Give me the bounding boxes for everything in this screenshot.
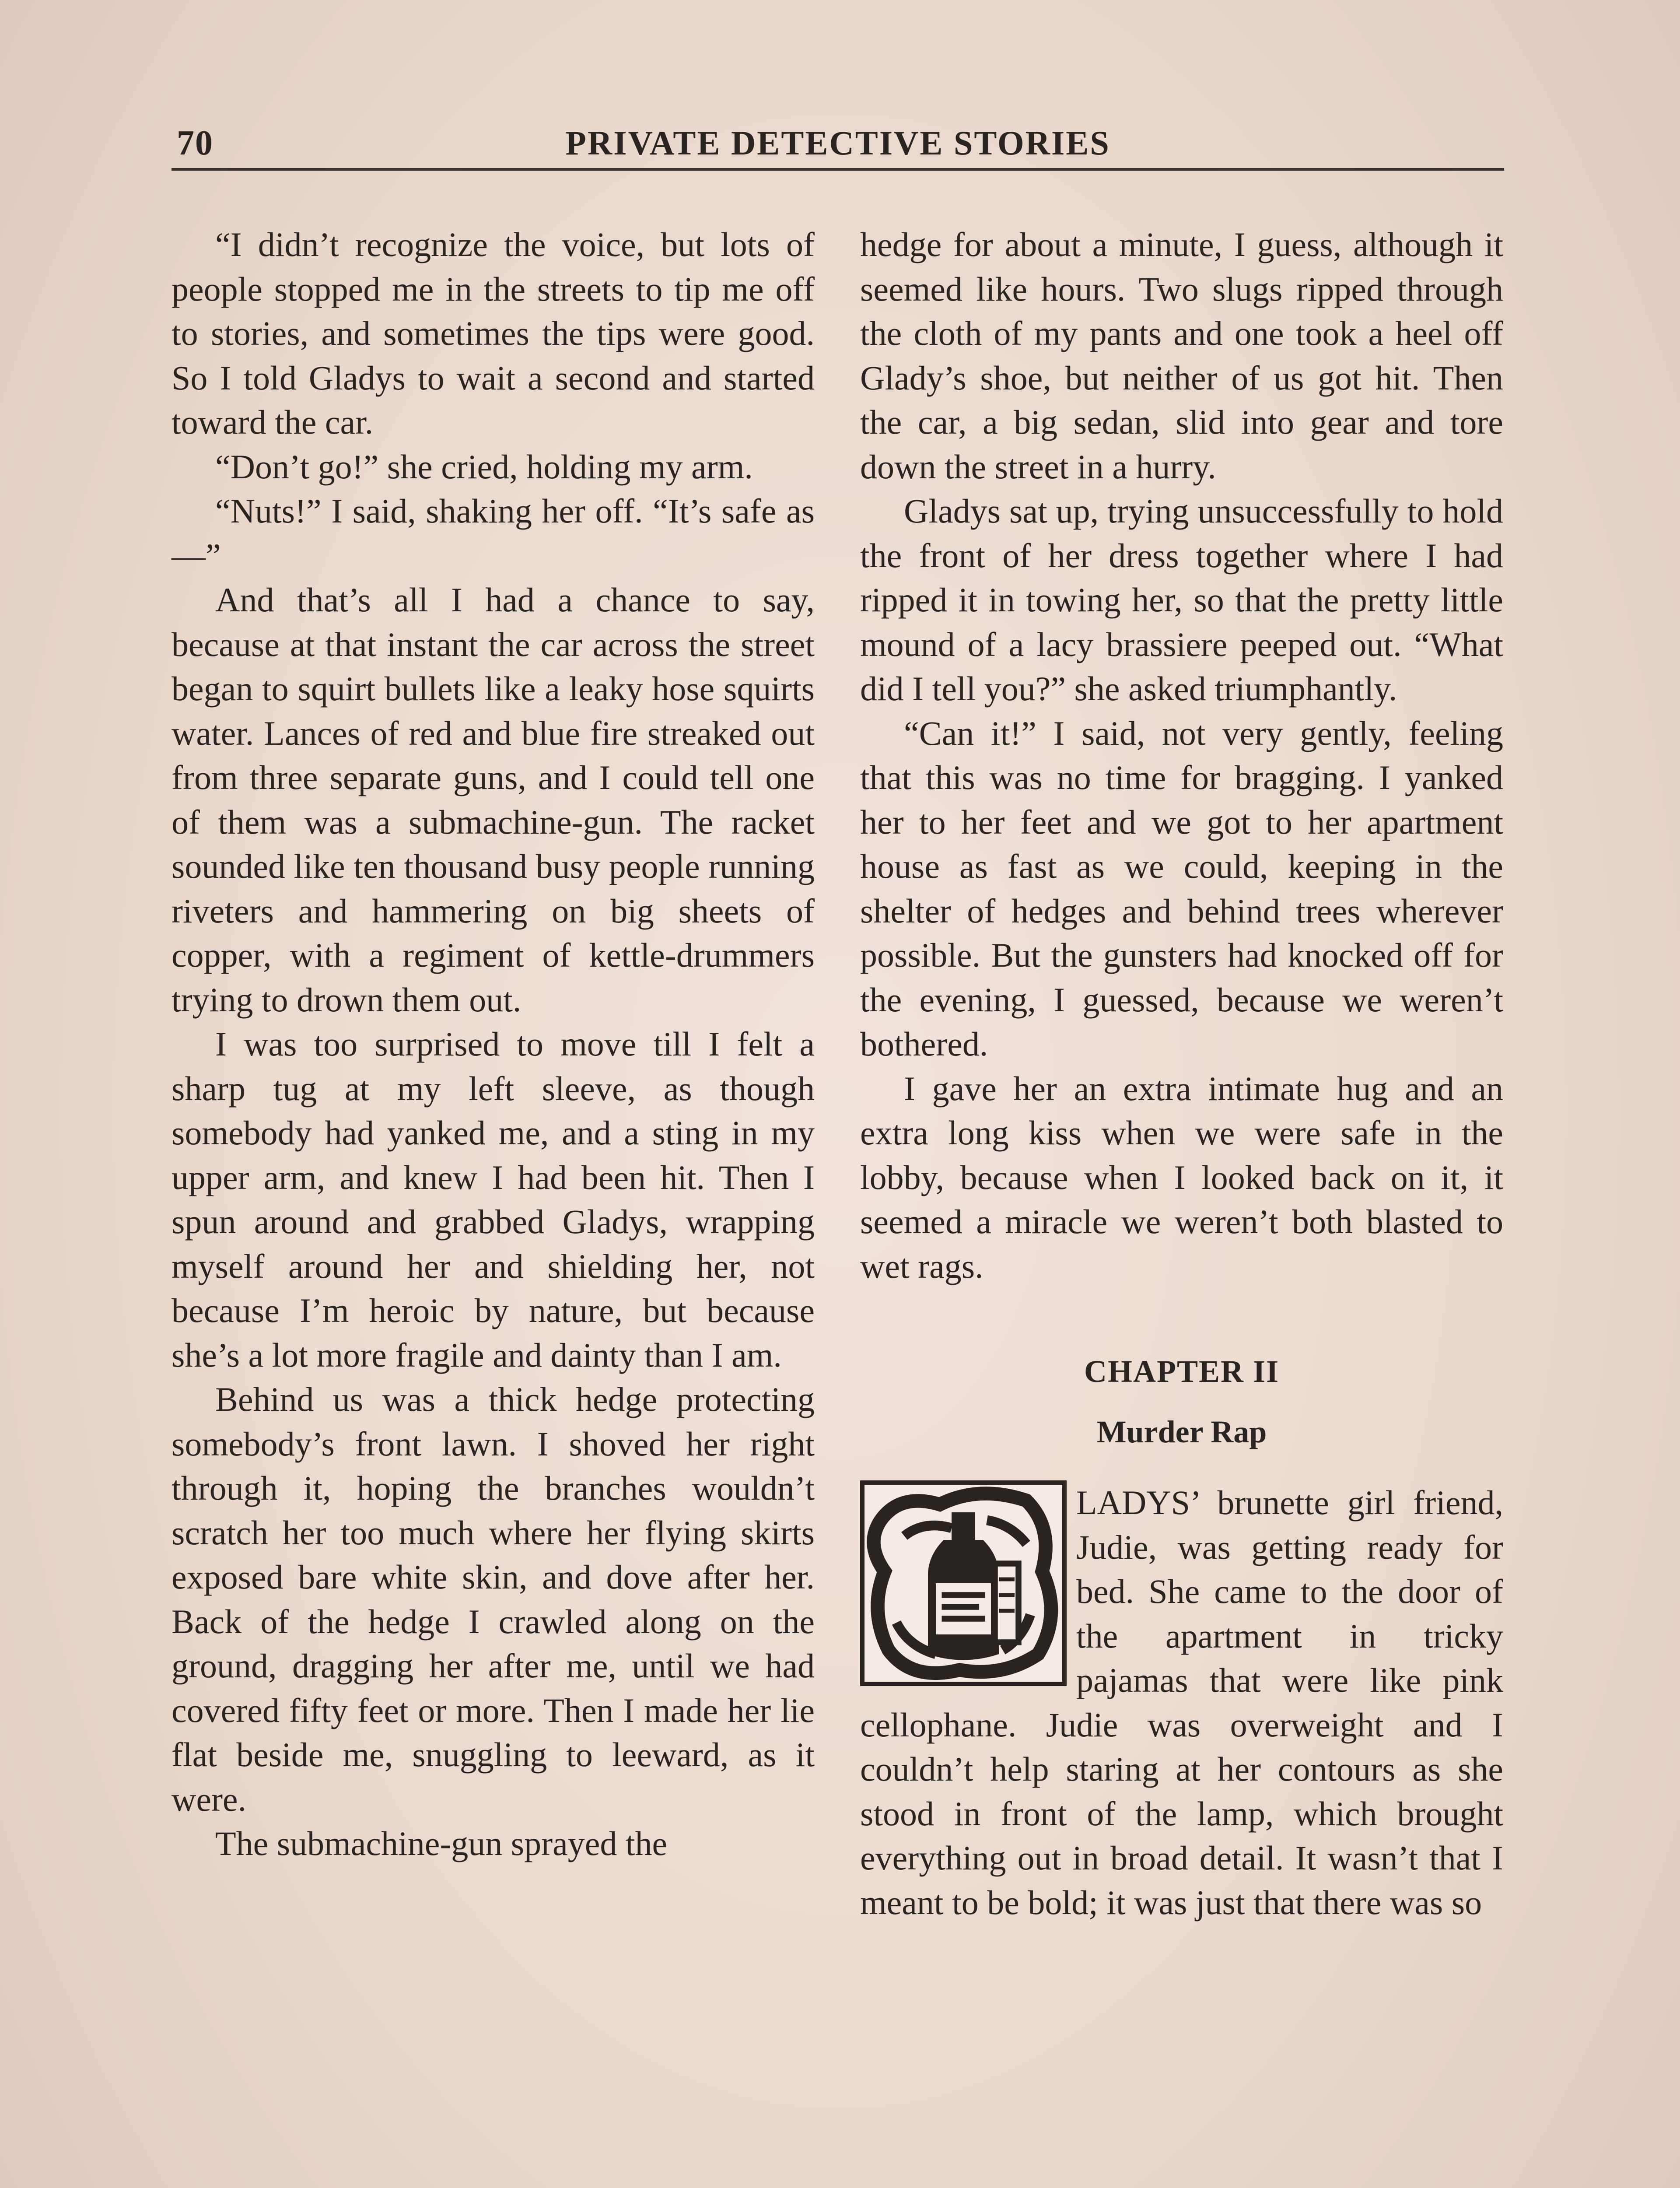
paragraph: Behind us was a thick hedge protecting somebody’s front lawn. I shoved her right through it, hoping the branches wouldn’t scratch her too much where her flying skirts exposed bare white skin, and dove after her. Back of the hedge I crawled along on the ground, dragging her after me, until we had covered fifty feet or more. Then I made her lie flat beside me, snuggling to leeward, as it were. [172, 1380, 815, 1818]
chapter-heading: CHAPTER II [1084, 1354, 1280, 1389]
drop-cap-illustration [860, 1480, 1067, 1686]
paragraph: I gave her an extra intimate hug and an extra long kiss when we were safe in the lobby, because when I looked back on it, it seemed a miracle we weren’t both blasted to wet rags. [860, 1069, 1503, 1285]
page-number: 70 [177, 124, 214, 162]
paragraph: And that’s all I had a chance to say, because at that instant the car across the street began to squirt bullets like a leaky hose squirts water. Lances of red and blue fire streaked out from three separate guns, and I could tell one of them was a submachine-gun. The racket sounded like ten thousand busy people running riveters and hammering on big sheets of copper, with a regiment of kettle-drummers trying to drown them out. [172, 581, 815, 1019]
right-column [860, 222, 1503, 1925]
paragraph: Gladys sat up, trying unsuccessfully to hold the front of her dress together where I had ripped it in towing her, so that the pretty little mound of a lacy brassiere peeped out. “What did I tell you?” she asked triumphantly. [860, 492, 1503, 708]
header-rule [172, 168, 1504, 171]
paragraph: “Don’t go!” she cried, holding my arm. [215, 447, 753, 486]
paragraph: The submachine-gun sprayed the [215, 1824, 668, 1862]
paragraph: “Nuts!” I said, shaking her off. “It’s safe as—” [172, 492, 815, 575]
left-column [172, 222, 815, 1866]
paragraph: “Can it!” I said, not very gently, feeling that this was no time for bragging. I yanked her to her feet and we got to her apartment house as fast as we could, keeping in the shelter of hedges and behind trees wherever possible. But the gunsters had knocked off for the evening, I guessed, because we weren’t bothered. [860, 714, 1503, 1063]
chapter-opening-paragraph: LADYS’ brunette girl friend, Judie, was getting ready for bed. She came to the door of the apartment in tricky pajamas that were like pink cellophane. Judie was overweight and I couldn’t help staring at her contours as she stood in front of the lamp, which brought everything out in broad detail. It wasn’t that I meant to be bold; it was just that there was so [860, 1483, 1503, 1922]
bottle-illustration-icon [864, 1485, 1062, 1682]
running-title: PRIVATE DETECTIVE STORIES [565, 124, 1110, 162]
paragraph: hedge for about a minute, I guess, although it seemed like hours. Two slugs ripped through the cloth of my pants and one took a heel off Glady’s shoe, but neither of us got hit. Then the car, a big sedan, slid into gear and tore down the street in a hurry. [860, 225, 1503, 486]
chapter-title: Murder Rap [1096, 1414, 1267, 1449]
paragraph: “I didn’t recognize the voice, but lots of people stopped me in the streets to tip me off to stories, and sometimes the tips were good. So I told Gladys to wait a second and started toward the car. [172, 225, 815, 441]
paragraph: I was too surprised to move till I felt a sharp tug at my left sleeve, as though somebody had yanked me, and a sting in my upper arm, and knew I had been hit. Then I spun around and grabbed Gladys, wrapping myself around her and shielding her, not because I’m heroic by nature, but because she’s a lot more fragile and dainty than I am. [172, 1025, 815, 1374]
page-header [172, 118, 1504, 171]
